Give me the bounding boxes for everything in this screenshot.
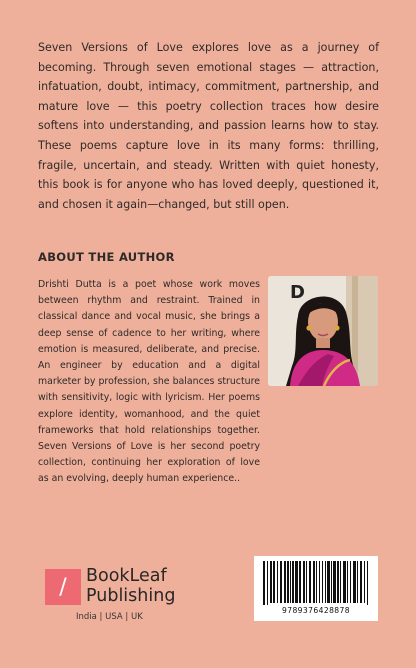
svg-text:D: D (290, 282, 305, 303)
barcode-bar (295, 561, 298, 603)
barcode-bar (347, 561, 348, 603)
barcode-bar (364, 561, 365, 603)
about-author-heading: ABOUT THE AUTHOR (38, 250, 175, 264)
barcode-bar (350, 561, 351, 603)
publisher-logo (45, 568, 195, 628)
barcode-bar (325, 561, 326, 603)
barcode-bar (303, 561, 305, 603)
barcode-bar (292, 561, 294, 603)
barcode-bar (337, 561, 339, 603)
barcode-bar (367, 561, 368, 605)
barcode-bar (273, 561, 275, 603)
barcode-bar (319, 561, 320, 603)
barcode-bar (290, 561, 291, 603)
publisher-regions: India | USA | UK (76, 612, 143, 622)
barcode-bar (263, 561, 265, 605)
barcode-bar (316, 561, 317, 603)
barcode-bar (343, 561, 346, 603)
barcode-bar (287, 561, 289, 603)
barcode-bar (267, 561, 268, 605)
barcode-bar (333, 561, 336, 603)
barcode-bar (306, 561, 307, 603)
isbn-number: 9789376428878 (281, 606, 350, 615)
barcode-bar (270, 561, 272, 603)
barcode-bar (322, 561, 323, 603)
publisher-logo-mark: / (45, 569, 81, 605)
isbn-barcode (254, 556, 378, 621)
author-bio: Drishti Dutta is a poet whose work moves between rhythm and restraint. Trained in classical dance and vocal music, she brings a deep sense of cadence to her writing, where emotion is measured, deliberate, and precise. An engineer by education and a digital marketer by profession, she balances structure with sensitivity, logic with lyricism. Her poems explore identity, womanhood, and the quiet frameworks that hold relationships together. Seven Versions of Love is her second poetry collection, continuing her exploration of love as an evolving, deeply human experience.. (38, 279, 260, 485)
barcode-bar (327, 561, 330, 603)
publisher-name-line1: BookLeaf (86, 566, 167, 586)
barcode-bar (357, 561, 358, 603)
barcode-bar (299, 561, 301, 603)
publisher-name-line2: Publishing (86, 586, 176, 606)
barcode-bar (309, 561, 311, 603)
barcode-bar (360, 561, 362, 603)
author-photo (268, 276, 378, 386)
barcode-bar (331, 561, 332, 603)
barcode-bars (262, 561, 370, 605)
back-cover-blurb: Seven Versions of Love explores love as a journey of becoming. Through seven emotional stages — attraction, infatuation, doubt, intimacy, commitment, partnership, and mature love — this poetry collection traces how desire softens into understanding, and passion learns how to stay. These poems capture love in its many forms: thrilling, fragile, uncertain, and steady. Written with quiet honesty, this book is for anyone who has loved deeply, questioned it, and chosen it again—changed, but still open. (38, 41, 379, 211)
barcode-bar (353, 561, 356, 603)
barcode-bar (313, 561, 315, 603)
publisher-name (86, 566, 175, 606)
barcode-bar (340, 561, 341, 603)
barcode-bar (277, 561, 278, 603)
barcode-bar (280, 561, 282, 603)
barcode-bar (284, 561, 286, 603)
